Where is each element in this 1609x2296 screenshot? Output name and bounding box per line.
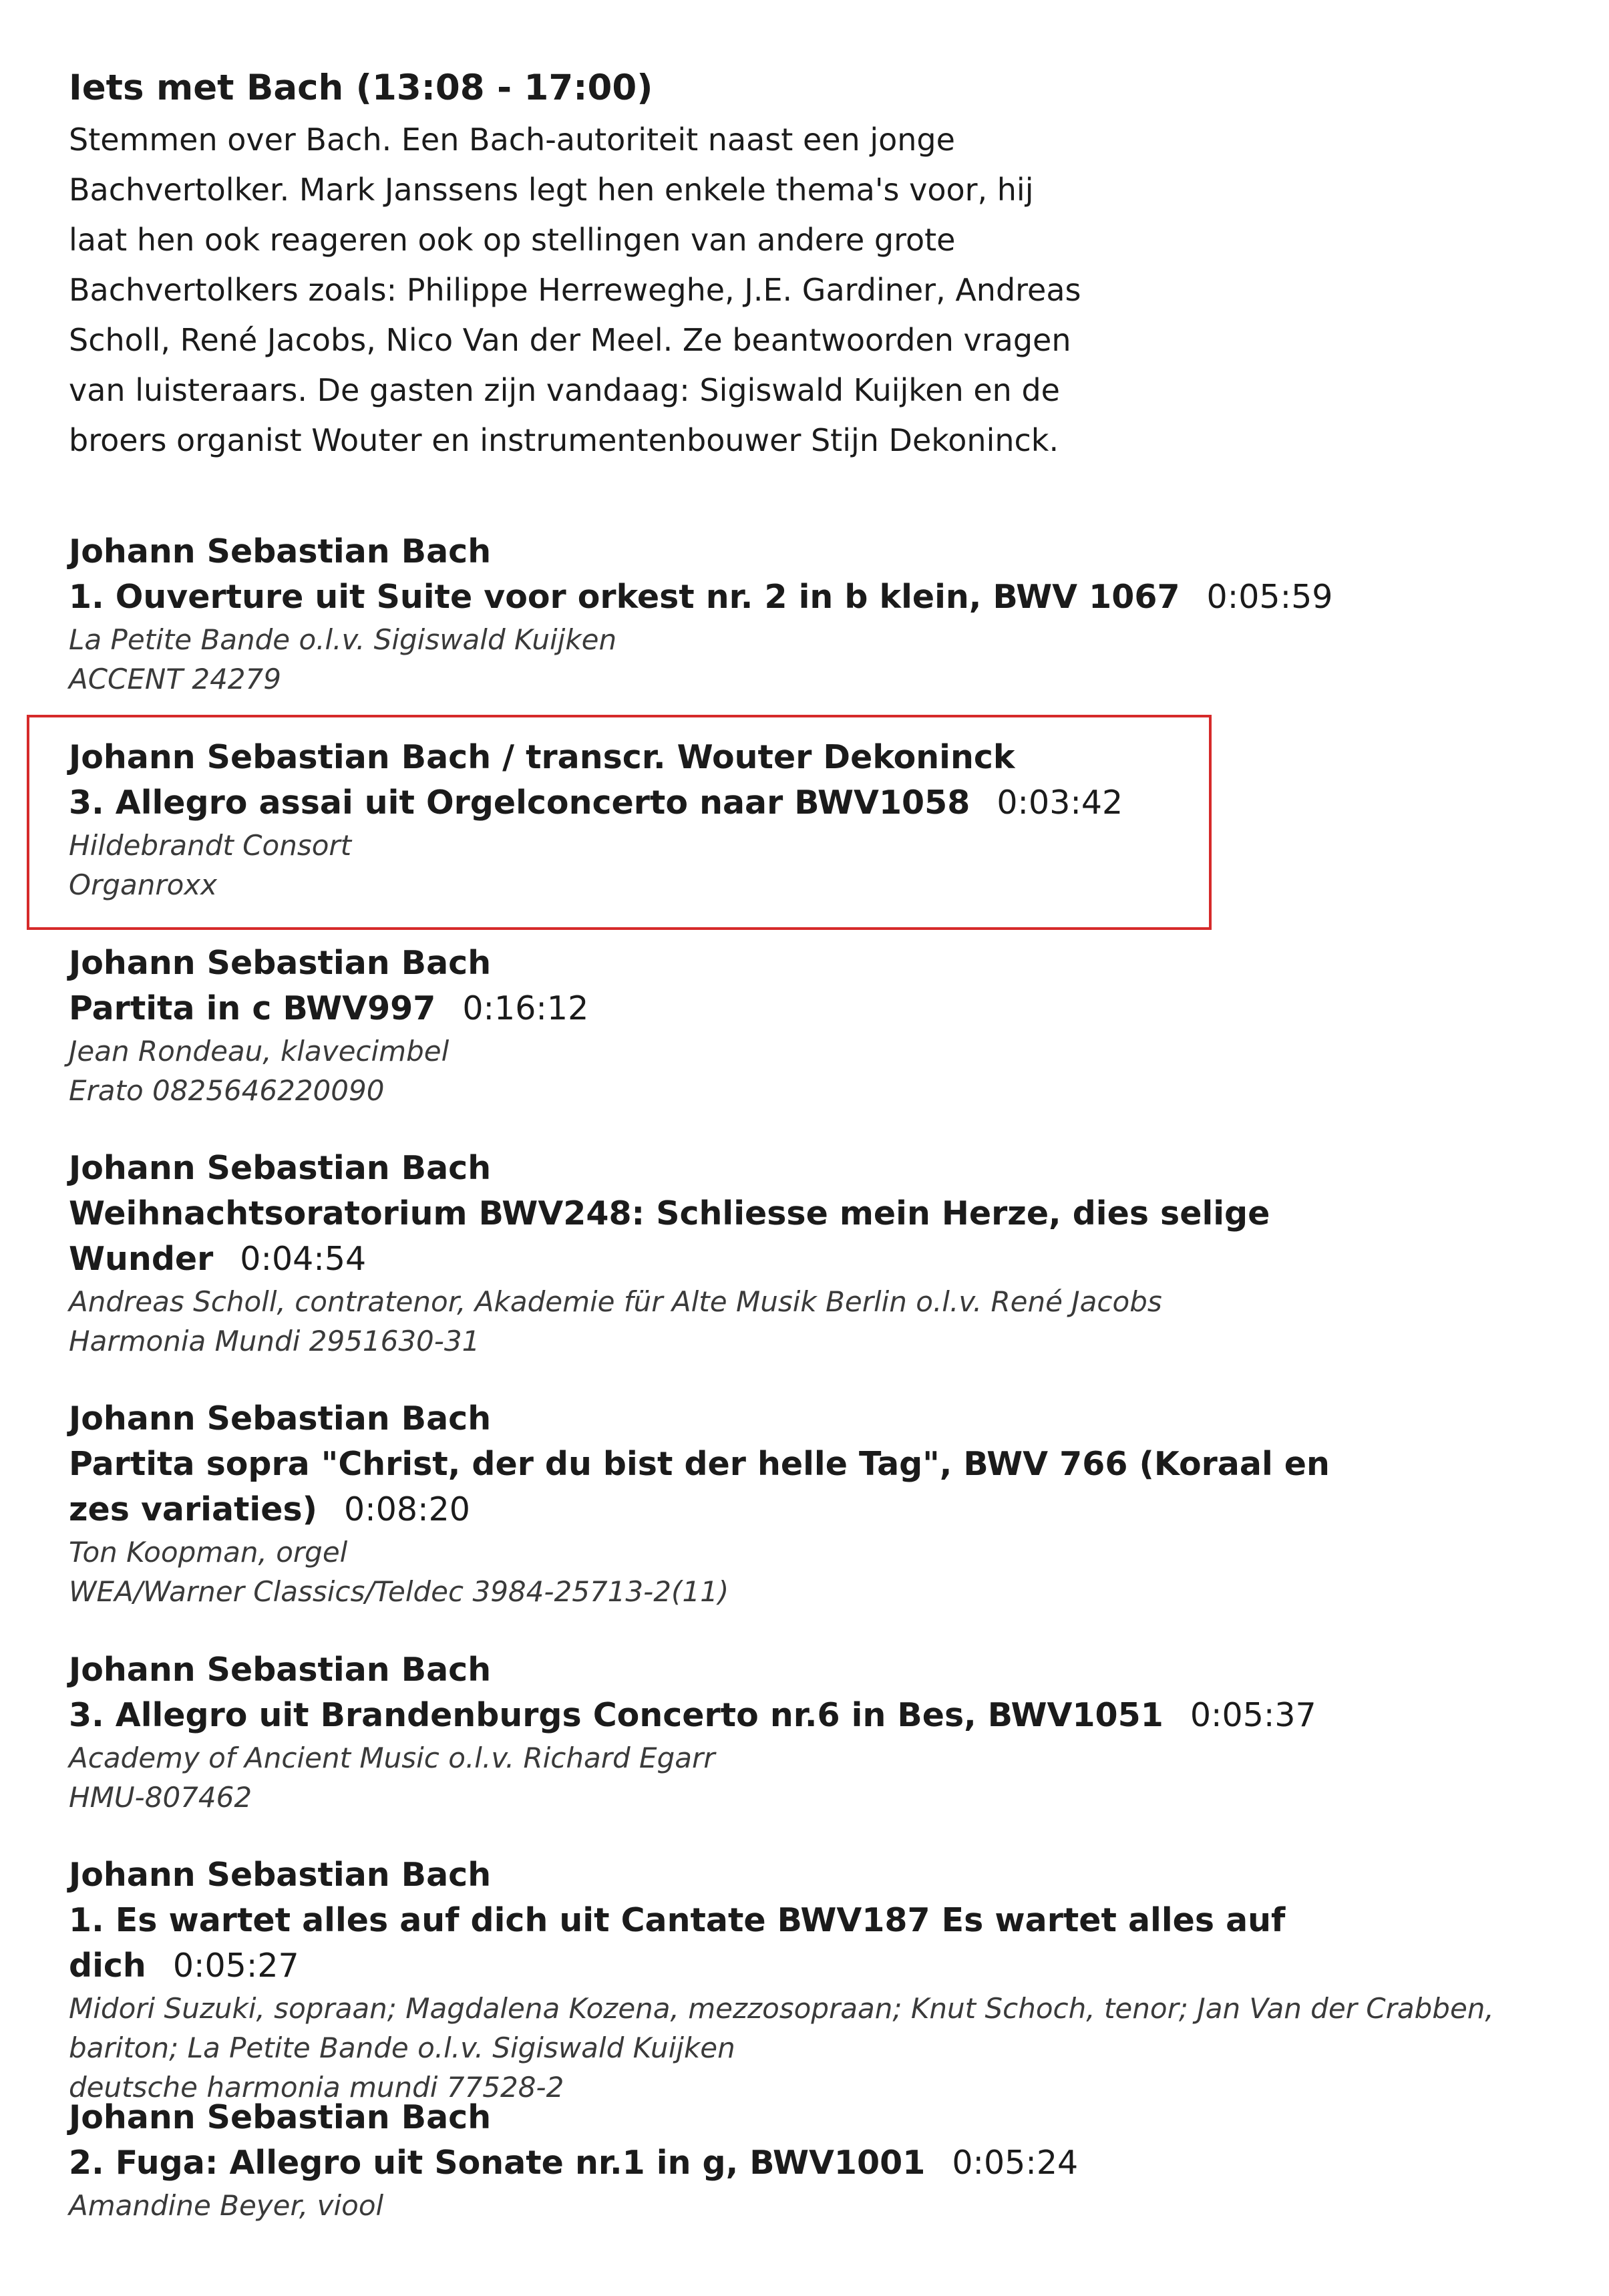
- track-duration: 0:05:24: [952, 2144, 1079, 2182]
- track-performers: Amandine Beyer, viool: [69, 2189, 384, 2222]
- track-composer: Johann Sebastian Bach: [69, 532, 492, 570]
- track-performers: Andreas Scholl, contratenor, Akademie für Alte Musik Berlin o.l.v. René Jacobs: [69, 1285, 1162, 1318]
- track-composer: Johann Sebastian Bach: [69, 944, 492, 982]
- track-duration: 0:05:27: [172, 1947, 299, 1985]
- track-duration: 0:05:37: [1190, 1696, 1316, 1734]
- track-work-title: 3. Allegro uit Brandenburgs Concerto nr.6 in Bes, BWV1051: [69, 1696, 1164, 1734]
- track-work: [69, 1442, 1398, 1532]
- track-record-label: HMU-807462: [69, 1781, 252, 1814]
- track-work-title: 1. Es wartet alles auf dich uit Cantate BWV187 Es wartet alles auf dich: [69, 1901, 1286, 1985]
- track-performers: Hildebrandt Consort: [69, 829, 352, 862]
- track-6: [69, 1647, 1525, 1817]
- program-intro: [69, 61, 1137, 466]
- track-performers: Ton Koopman, orgel: [69, 1536, 348, 1569]
- track-record-label: ACCENT 24279: [69, 663, 281, 695]
- track-duration: 0:04:54: [240, 1240, 367, 1278]
- track-performers: Midori Suzuki, sopraan; Magdalena Kozena, mezzosopraan; Knut Schoch, tenor; Jan Van der Crabben, bariton; La Petite Bande o.l.v. Sigiswald Kuijken: [69, 1992, 1494, 2064]
- track-work: [69, 1191, 1271, 1282]
- track-duration: 0:03:42: [997, 784, 1123, 822]
- program-description: Stemmen over Bach. Een Bach-autoriteit naast een jonge Bachvertolker. Mark Janssens legt hen enkele thema's voor, hij laat hen ook reageren ook op stellingen van andere grote Bachvertolkers zoals: Philippe Herreweghe, J.E. Gardiner, Andreas Scholl, René Jacobs, Nico Van der Meel. Ze beantwoorden vragen van luisteraars. De gasten zijn vandaag: Sigiswald Kuijken en de broers organist Wouter en instrumentenbouwer Stijn Dekoninck.: [69, 122, 1081, 458]
- track-performers: Academy of Ancient Music o.l.v. Richard Egarr: [69, 1742, 715, 1774]
- track-work: [69, 1898, 1525, 1989]
- track-composer: Johann Sebastian Bach / transcr. Wouter Dekoninck: [69, 738, 1015, 776]
- track-record-label: Organroxx: [69, 868, 218, 901]
- track-duration: 0:08:20: [344, 1490, 470, 1528]
- track-record-label: Harmonia Mundi 2951630-31: [69, 1325, 480, 1357]
- track-performers: La Petite Bande o.l.v. Sigiswald Kuijken: [69, 623, 617, 656]
- track-work: [69, 986, 1525, 1031]
- track-3: [69, 941, 1525, 1110]
- track-work-title: 3. Allegro assai uit Orgelconcerto naar BWV1058: [69, 784, 970, 822]
- track-record-label: Erato 0825646220090: [69, 1074, 385, 1107]
- track-work: [69, 780, 1525, 826]
- track-duration: 0:16:12: [462, 989, 589, 1027]
- track-work-title: 2. Fuga: Allegro uit Sonate nr.1 in g, BWV1001: [69, 2144, 926, 2182]
- track-1: [69, 529, 1525, 699]
- track-composer: Johann Sebastian Bach: [69, 1400, 492, 1438]
- track-work: [69, 1693, 1525, 1738]
- track-work: [69, 2140, 1525, 2186]
- track-work-title: Partita in c BWV997: [69, 989, 436, 1027]
- track-2: [69, 735, 1525, 905]
- track-work-title: Weihnachtsoratorium BWV248: Schliesse mein Herze, dies selige Wunder: [69, 1194, 1270, 1278]
- track-work-title: 1. Ouverture uit Suite voor orkest nr. 2 in b klein, BWV 1067: [69, 578, 1180, 616]
- track-work-title: Partita sopra "Christ, der du bist der helle Tag", BWV 766 (Koraal en zes variaties): [69, 1445, 1330, 1528]
- track-composer: Johann Sebastian Bach: [69, 1651, 492, 1689]
- track-composer: Johann Sebastian Bach: [69, 1856, 492, 1894]
- track-4: [69, 1146, 1525, 1361]
- track-performers: Jean Rondeau, klavecimbel: [69, 1035, 450, 1068]
- track-5: [69, 1396, 1525, 1611]
- track-duration: 0:05:59: [1206, 578, 1333, 616]
- track-8: [69, 2095, 1525, 2225]
- track-record-label: WEA/Warner Classics/Teldec 3984-25713-2(11): [69, 1575, 729, 1608]
- track-7: [69, 1852, 1525, 2107]
- track-composer: Johann Sebastian Bach: [69, 1149, 492, 1187]
- program-title: Iets met Bach (13:08 - 17:00): [69, 67, 653, 108]
- track-composer: Johann Sebastian Bach: [69, 2098, 492, 2136]
- track-work: [69, 575, 1525, 620]
- track-record-label: deutsche harmonia mundi 77528-2: [69, 2071, 564, 2104]
